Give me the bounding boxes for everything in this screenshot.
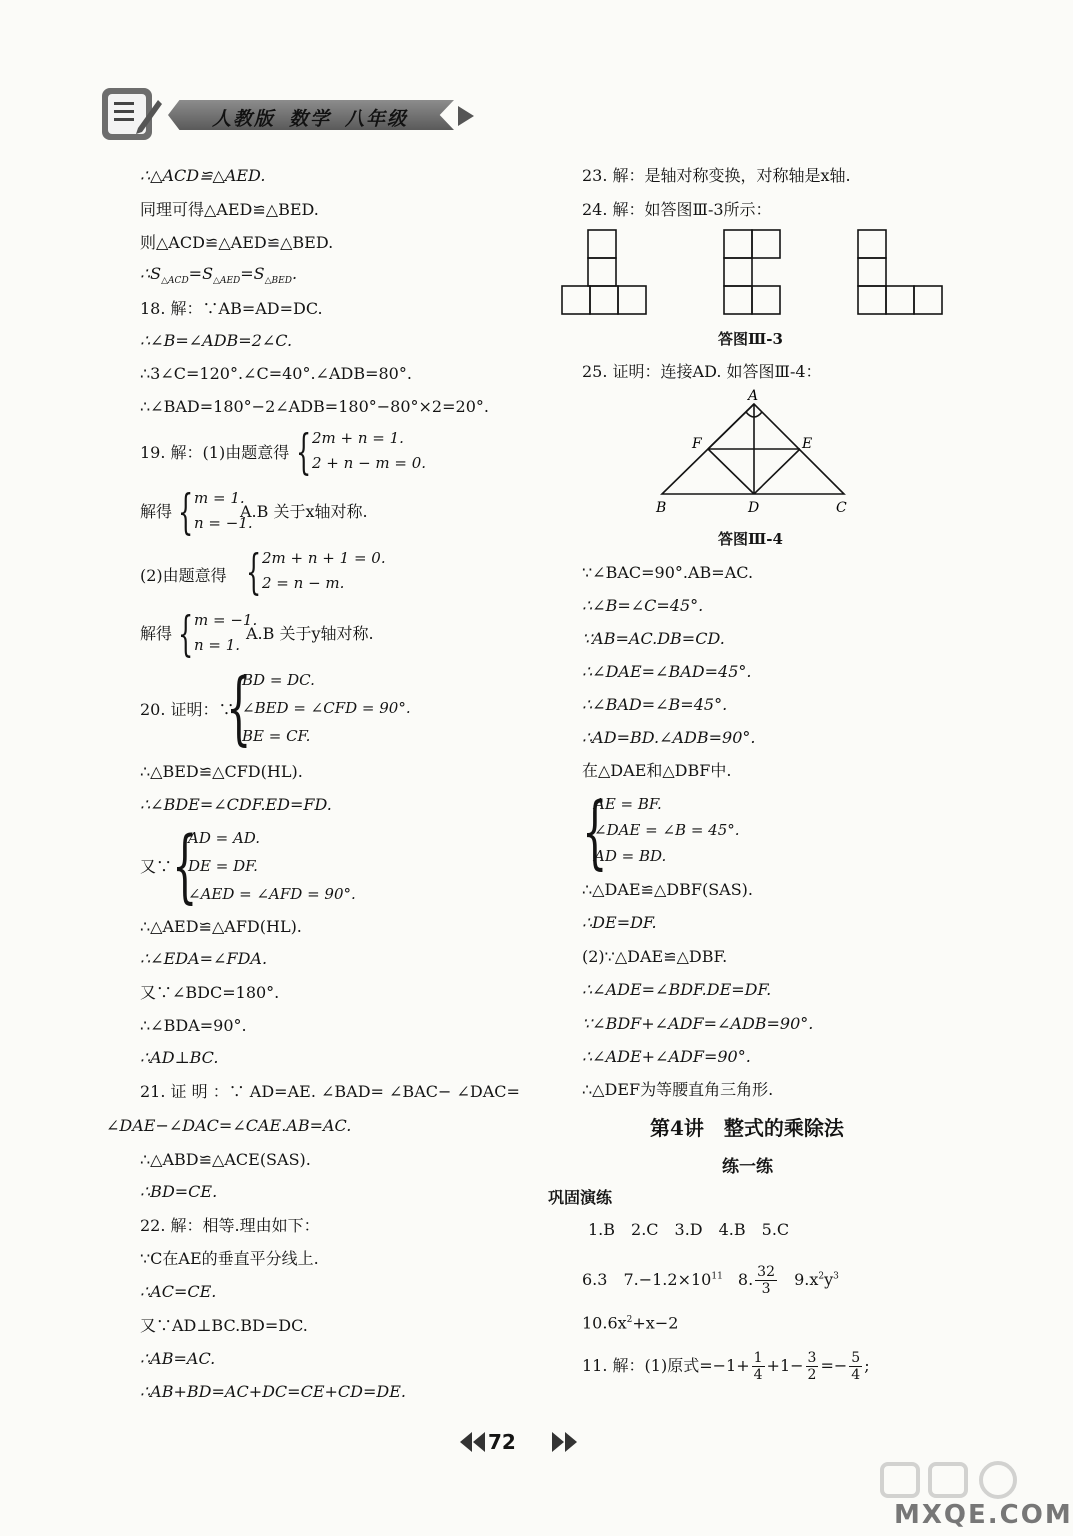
figure-4-triangle bbox=[650, 388, 860, 518]
text-line: ∴△BED≌△CFD(HL). bbox=[140, 762, 303, 781]
figure-caption: 答图Ⅲ-4 bbox=[718, 530, 783, 548]
question-24: 24. 解：如答图Ⅲ-3所示： bbox=[582, 200, 772, 219]
text-line: 解得 bbox=[140, 624, 173, 643]
text-line: 又∵ bbox=[140, 857, 173, 876]
text-line: 在△DAE和△DBF中. bbox=[582, 761, 732, 780]
answers-6-9: 6.3 $7.-1.2\times 10^{11}$ 8. $\frac{32}{3}$ $9.x^2y^3$ bbox=[582, 1264, 839, 1297]
text-line: ∴∠ADE+∠ADF=90°. bbox=[582, 1047, 751, 1066]
text-line: ∴AC=CE. bbox=[140, 1282, 217, 1301]
text-line: 则△ACD≌△AED≌△BED. bbox=[140, 233, 334, 252]
area-equality: $\therefore S_{\triangle ACD}=S_{\triangle AED}=S_{\triangle BED}$. bbox=[140, 264, 298, 287]
text-line: ∴∠DAE=∠BAD=45°. bbox=[582, 662, 752, 681]
page-header bbox=[100, 86, 480, 142]
text-line: ∴∠BAD=180°−2∠ADB=180°−80°×2=20°. bbox=[140, 397, 489, 416]
text-line: A.B 关于y轴对称. bbox=[246, 624, 374, 643]
text-line: ∵∠BDF+∠ADF=∠ADB=90°. bbox=[582, 1014, 814, 1033]
text-line: 又∵AD⊥BC.BD=DC. bbox=[140, 1316, 308, 1335]
text-line: ∴∠BDA=90°. bbox=[140, 1016, 247, 1035]
text-line: ∴AB+BD=AC+DC=CE+CD=DE. bbox=[140, 1382, 406, 1401]
text-line: ∴AD=BD.∠ADB=90°. bbox=[582, 728, 756, 747]
text-line: ∴AB=AC. bbox=[140, 1349, 216, 1368]
text-line: (2)由题意得 bbox=[140, 566, 227, 585]
text-line: ∵C在AE的垂直平分线上. bbox=[140, 1249, 319, 1268]
answers-1-5: 1.B 2.C 3.D 4.B 5.C bbox=[588, 1220, 790, 1239]
point-label: C bbox=[836, 500, 847, 516]
question-18: 18. 解：∵AB=AD=DC. bbox=[140, 299, 323, 318]
point-label: A bbox=[748, 388, 759, 404]
text-line: ∴△DEF为等腰直角三角形. bbox=[582, 1080, 774, 1099]
text-line: ∴3∠C=120°.∠C=40°.∠ADB=80°. bbox=[140, 364, 412, 383]
point-label: B bbox=[656, 500, 667, 516]
text-line: 又∵∠BDC=180°. bbox=[140, 983, 280, 1002]
answer-10: $10.6x^2+x-2$ bbox=[582, 1313, 679, 1333]
question-20: 20. 证明：∵ bbox=[140, 700, 235, 719]
text-line: ∴DE=DF. bbox=[582, 913, 657, 932]
text-line: A.B 关于x轴对称. bbox=[240, 502, 368, 521]
point-label: F bbox=[692, 436, 702, 452]
text-line: ∵AB=AC.DB=CD. bbox=[582, 629, 725, 648]
section-title: 练一练 bbox=[722, 1157, 773, 1177]
text-line: ∴∠ADE=∠BDF.DE=DF. bbox=[582, 980, 772, 999]
text-line: (2)∵△DAE≌△DBF. bbox=[582, 947, 728, 966]
text-line: ∴∠B=∠C=45°. bbox=[582, 596, 704, 615]
figure-caption: 答图Ⅲ-3 bbox=[718, 330, 783, 348]
figure-3-squares bbox=[560, 226, 950, 318]
prev-page-arrow-icon bbox=[460, 1432, 486, 1452]
text-line: ∵∠BAC=90°.AB=AC. bbox=[582, 563, 754, 582]
text-line: 同理可得△AED≌△BED. bbox=[140, 200, 319, 219]
text-line: ∴△AED≌△AFD(HL). bbox=[140, 917, 302, 936]
text-line: ∠DAE−∠DAC=∠CAE.AB=AC. bbox=[106, 1116, 352, 1135]
text-line: ∴∠EDA=∠FDA. bbox=[140, 949, 268, 968]
question-21: 21. 证 明 ：∵ AD=AE. ∠BAD= ∠BAC− ∠DAC= bbox=[140, 1082, 520, 1101]
lecture-title: 第4讲 整式的乘除法 bbox=[650, 1116, 844, 1140]
text-line: ∴△ACD≌△AED. bbox=[140, 166, 266, 185]
answer-11: 11. 解：(1)原式=−1+ $\frac{1}{4}$ +1− $\frac{3}{2}$ =− $\frac{5}{4}$ ; bbox=[582, 1350, 870, 1383]
question-23: 23. 解：是轴对称变换，对称轴是x轴. bbox=[582, 166, 851, 185]
page-number: 72 bbox=[488, 1430, 516, 1454]
text-line: ∴BD=CE. bbox=[140, 1182, 218, 1201]
watermark-text: MXQE.COM bbox=[894, 1500, 1073, 1530]
text-line: ∴△DAE≌△DBF(SAS). bbox=[582, 880, 753, 899]
text-line: ∴△ABD≌△ACE(SAS). bbox=[140, 1150, 311, 1169]
text-line: ∴∠BDE=∠CDF.ED=FD. bbox=[140, 795, 332, 814]
header-title: 人教版 数学 八年级 bbox=[212, 108, 409, 130]
question-19: 19. 解：(1)由题意得 bbox=[140, 443, 290, 462]
next-page-arrow-icon bbox=[552, 1432, 578, 1452]
text-line: ∴∠B=∠ADB=2∠C. bbox=[140, 331, 293, 350]
text-line: 解得 bbox=[140, 502, 173, 521]
text-line: ∴∠BAD=∠B=45°. bbox=[582, 695, 728, 714]
question-22: 22. 解：相等.理由如下： bbox=[140, 1216, 320, 1235]
subsection-title: 巩固演练 bbox=[548, 1188, 613, 1207]
notebook-pencil-icon bbox=[100, 86, 162, 142]
question-25: 25. 证明：连接AD. 如答图Ⅲ-4： bbox=[582, 362, 822, 381]
header-arrow-icon bbox=[458, 106, 474, 126]
point-label: D bbox=[748, 500, 760, 516]
text-line: ∴AD⊥BC. bbox=[140, 1048, 219, 1067]
point-label: E bbox=[802, 436, 813, 452]
